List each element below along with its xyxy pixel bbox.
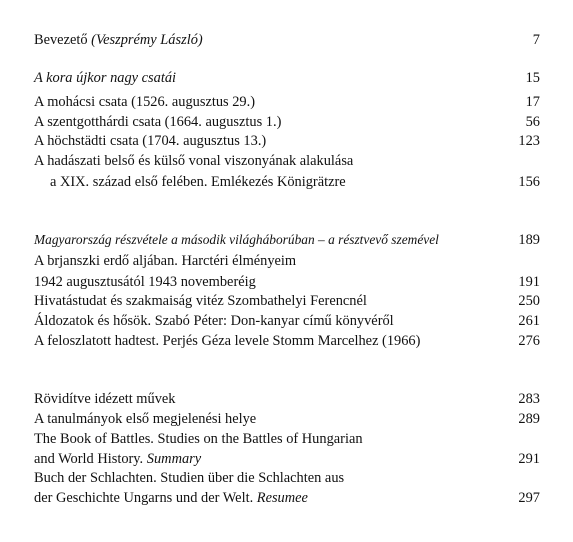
toc-entry [34,311,540,331]
toc-entry [34,251,540,271]
toc-entry-title: a XIX. század első felében. Emlékezés Königrätzre [50,174,346,190]
toc-page-number: 156 [518,174,540,190]
toc-entry [34,409,540,429]
toc-entry-title: Hivatástudat és szakmaiság vitéz Szombathelyi Ferencnél [34,293,367,309]
toc-page-number: 15 [525,70,540,86]
toc-page-number: 191 [518,274,540,290]
toc-section-title: Magyarország részvétele a második világháborúban – a résztvevő szemével [34,232,439,247]
toc-entry [34,429,540,449]
toc-page-number: 297 [518,490,540,506]
toc-entry-title: The Book of Battles. Studies on the Battles of Hungarian [34,431,363,447]
toc-entry [34,112,540,132]
toc-entry [34,468,540,488]
toc-entry [34,331,540,351]
toc-entry-title: der Geschichte Ungarns und der Welt. Resumee [34,490,308,506]
toc-entry [34,131,540,151]
toc-entry [34,151,540,171]
toc-entry [34,92,540,112]
toc-entry-title: A szentgotthárdi csata (1664. augusztus 1.) [34,114,282,130]
toc-page-number: 17 [525,94,540,110]
toc-entry-continuation [34,272,540,292]
toc-entry-continuation [34,488,540,508]
toc-entry-continuation [34,172,540,192]
toc-entry [34,291,540,311]
toc-entry-title: A brjanszki erdő aljában. Harctéri élményeim [34,253,297,269]
toc-page-number: 189 [518,232,540,248]
toc-entry-title: A mohácsi csata (1526. augusztus 29.) [34,94,256,110]
toc-entry-title: A höchstädti csata (1704. augusztus 13.) [34,133,267,149]
toc-entry-title: A feloszlatott hadtest. Perjés Géza levele Stomm Marcelhez (1966) [34,333,421,349]
toc-page-number: 291 [518,451,540,467]
toc-entry-title: and World History. Summary [34,451,202,467]
toc-entry-title: Áldozatok és hősök. Szabó Péter: Don-kanyar című könyvéről [34,313,394,329]
toc-section-heading [34,68,540,88]
toc-page-number: 276 [518,333,540,349]
toc-page-number: 123 [518,133,540,149]
toc-entry-title: Bevezető (Veszprémy László) [34,32,203,48]
toc-entry-introduction [34,30,540,50]
toc-entry-title: A hadászati belső és külső vonal viszonyának alakulása [34,153,354,169]
toc-entry-title: Buch der Schlachten. Studien über die Schlachten aus [34,470,345,486]
toc-section-title: A kora újkor nagy csatái [34,70,177,86]
toc-section-heading [34,230,540,250]
toc-entry [34,389,540,409]
toc-page-number: 56 [525,114,540,130]
toc-page-number: 250 [518,293,540,309]
table-of-contents [34,0,540,542]
toc-entry-title: Rövidítve idézett művek [34,391,176,407]
toc-entry-title: 1942 augusztusától 1943 novemberéig [34,274,256,290]
toc-page-number: 7 [532,32,540,48]
toc-entry-title: A tanulmányok első megjelenési helye [34,411,257,427]
toc-page-number: 289 [518,411,540,427]
toc-entry-continuation [34,449,540,469]
toc-page-number: 261 [518,313,540,329]
toc-page-number: 283 [518,391,540,407]
